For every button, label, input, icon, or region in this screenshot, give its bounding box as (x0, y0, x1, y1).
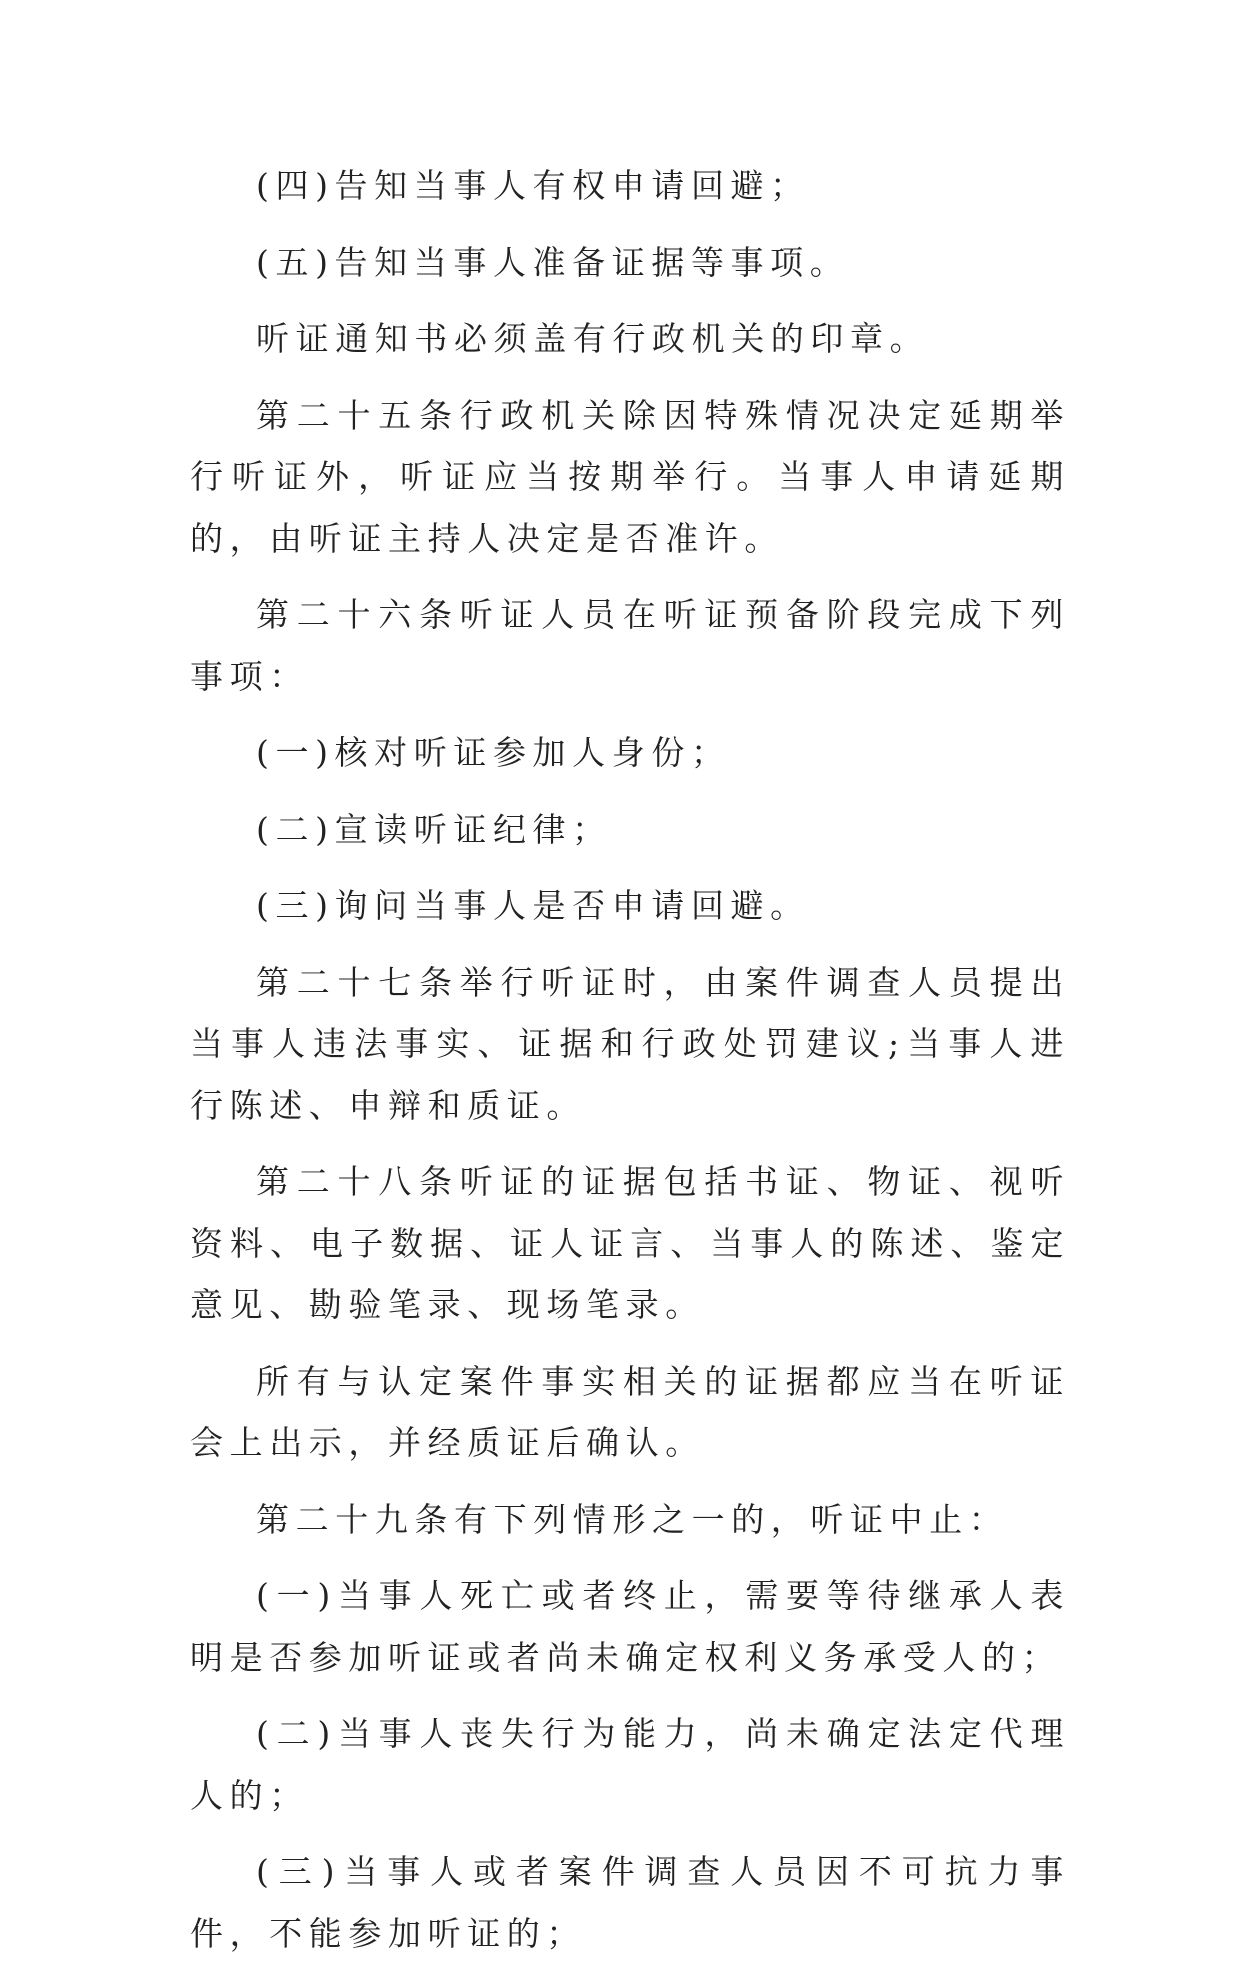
paragraph-item-5: (五)告知当事人准备证据等事项。 (256, 242, 850, 282)
paragraph-article-29-item-3: (三)当事人或者案件调查人员因不可抗力事件，不能参加听证的； (190, 1852, 1070, 1953)
paragraph-article-28: 第二十八条听证的证据包括书证、物证、视听资料、电子数据、证人证言、当事人的陈述、鉴定意见、勘验笔录、现场笔录。 (190, 1162, 1070, 1324)
paragraph-article-25: 第二十五条行政机关除因特殊情况决定延期举行听证外，听证应当按期举行。当事人申请延期的，由听证主持人决定是否准许。 (190, 395, 1070, 558)
document-page (190, 155, 1070, 1979)
paragraph-article-26: 第二十六条听证人员在听证预备阶段完成下列事项： (190, 595, 1070, 696)
paragraph-article-26-item-1: (一)核对听证参加人身份； (256, 733, 731, 772)
paragraph-article-29-item-1: (一)当事人死亡或者终止，需要等待继承人表明是否参加听证或者尚未确定权利义务承受人的； (190, 1576, 1070, 1677)
paragraph-article-29: 第二十九条有下列情形之一的，听证中止： (256, 1499, 1009, 1539)
paragraph-evidence-display: 所有与认定案件事实相关的证据都应当在听证会上出示，并经质证后确认。 (190, 1361, 1070, 1462)
paragraph-article-29-item-2: (二)当事人丧失行为能力，尚未确定法定代理人的； (190, 1714, 1070, 1815)
paragraph-item-4: (四)告知当事人有权申请回避； (256, 166, 810, 205)
paragraph-article-26-item-2: (二)宣读听证纪律； (256, 809, 612, 849)
paragraph-article-27: 第二十七条举行听证时，由案件调查人员提出当事人违法事实、证据和行政处罚建议;当事人进行陈述、申辩和质证。 (190, 962, 1070, 1125)
paragraph-article-26-item-3: (三)询问当事人是否申请回避。 (256, 886, 810, 925)
paragraph-seal-requirement: 听证通知书必须盖有行政机关的印章。 (256, 319, 930, 358)
